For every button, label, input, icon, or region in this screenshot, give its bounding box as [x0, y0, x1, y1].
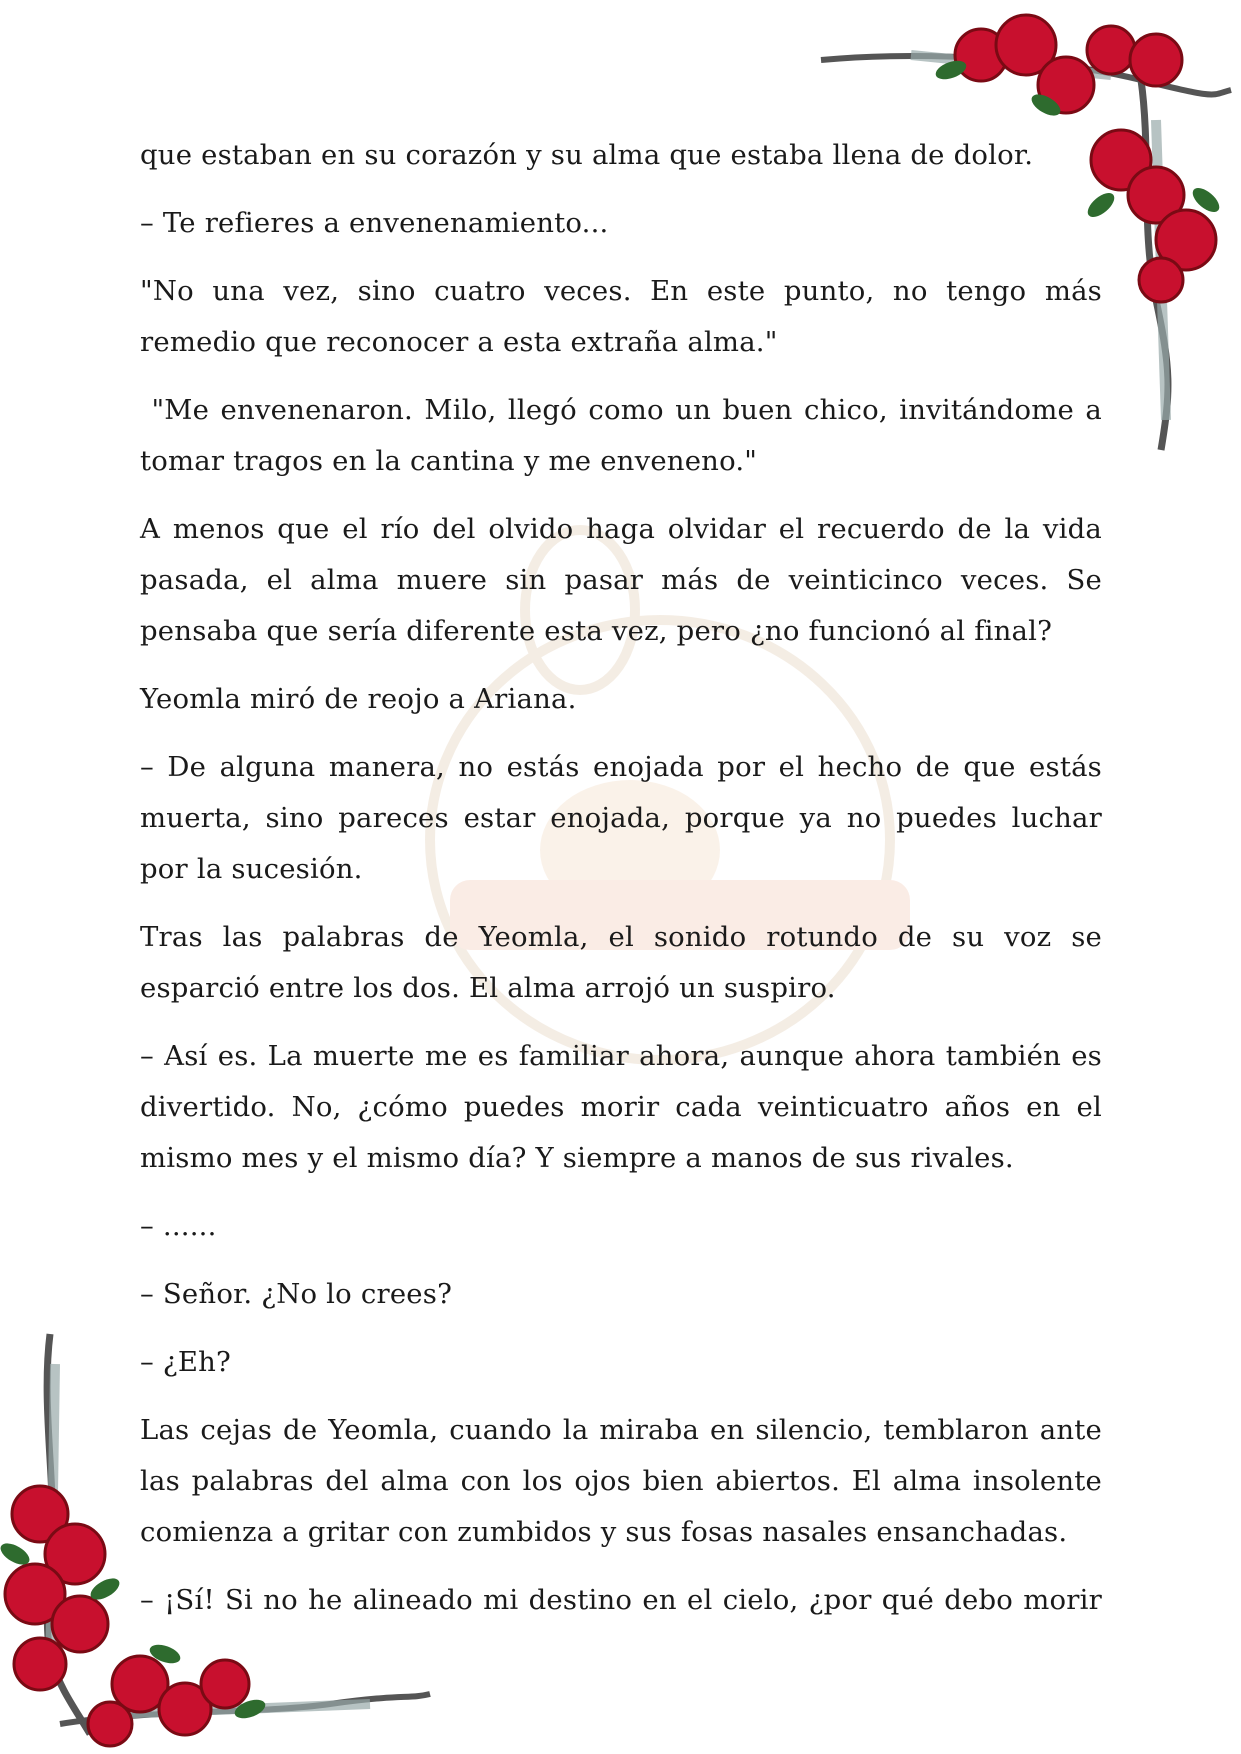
- paragraph: que estaban en su corazón y su alma que estaba llena de dolor.: [140, 139, 1034, 171]
- paragraph: – Te refieres a envenenamiento...: [140, 207, 609, 239]
- paragraph: – Así es. La muerte me es familiar ahora, aunque ahora también es divertido. No, ¿cómo puedes morir cada veinticuatro años en el mismo mes y el mismo día? Y siempre a manos de sus rivales.: [140, 1040, 1102, 1174]
- paragraph: A menos que el río del olvido haga olvidar el recuerdo de la vida pasada, el alma muere sin pasar más de veinticinco veces. Se pensaba que sería diferente esta vez, pero ¿no funcionó al final?: [140, 513, 1102, 647]
- document-body: [140, 130, 1111, 1643]
- paragraph: – Señor. ¿No lo crees?: [140, 1278, 453, 1310]
- paragraph: – ......: [140, 1210, 217, 1242]
- paragraph: "Me envenenaron. Milo, llegó como un buen chico, invitándome a tomar tragos en la cantina y me enveneno.": [140, 394, 1111, 477]
- paragraph: – De alguna manera, no estás enojada por el hecho de que estás muerta, sino pareces estar enojada, porque ya no puedes luchar por la sucesión.: [140, 751, 1102, 885]
- paragraph: Yeomla miró de reojo a Ariana.: [140, 683, 577, 715]
- paragraph: Las cejas de Yeomla, cuando la miraba en silencio, temblaron ante las palabras del alma con los ojos bien abiertos. El alma insolente comienza a gritar con zumbidos y sus fosas nasales ensanchadas.: [140, 1414, 1102, 1548]
- paragraph: Tras las palabras de Yeomla, el sonido rotundo de su voz se esparció entre los dos. El alma arrojó un suspiro.: [140, 921, 1102, 1004]
- paragraph: – ¿Eh?: [140, 1346, 231, 1378]
- paragraph: – ¡Sí! Si no he alineado mi destino en el cielo, ¿por qué debo morir: [140, 1584, 1102, 1616]
- paragraph: "No una vez, sino cuatro veces. En este punto, no tengo más remedio que reconocer a esta extraña alma.": [140, 275, 1102, 358]
